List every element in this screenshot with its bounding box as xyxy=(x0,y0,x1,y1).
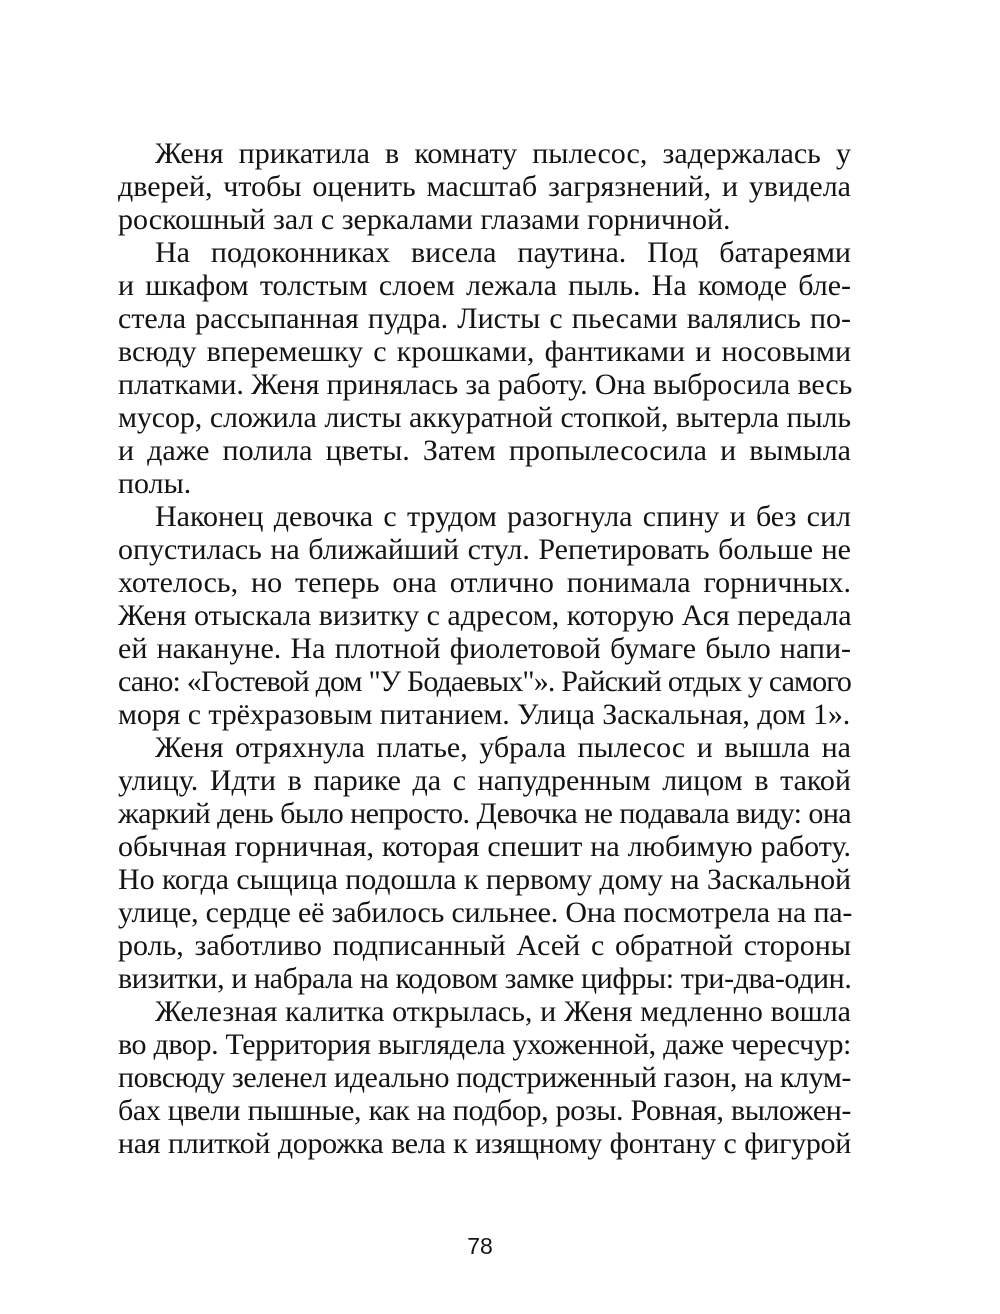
text-line: Женя прикатила в комнату пылесос, задержалась у xyxy=(155,137,851,170)
text-line: во двор. Территория выглядела ухоженной, даже чересчур: xyxy=(118,1028,851,1061)
text-line: дверей, чтобы оценить масштаб загрязнений, и увидела xyxy=(118,170,851,203)
text-line: и даже полила цветы. Затем пропылесосила и вымыла xyxy=(118,434,851,467)
text-line: Наконец девочка с трудом разогнула спину и без сил xyxy=(155,500,851,533)
text-line: Женя отыскала визитку с адресом, которую Ася передала xyxy=(118,599,852,632)
text-line: улице, сердце её забилось сильнее. Она посмотрела на па- xyxy=(118,896,853,929)
text-line: повсюду зеленел идеально подстриженный газон, на клум- xyxy=(118,1061,851,1094)
text-line: моря с трёхразовым питанием. Улица Заскальная, дом 1». xyxy=(118,698,851,731)
text-line: хотелось, но теперь она отлично понимала горничных. xyxy=(118,566,851,599)
text-line: Женя отряхнула платье, убрала пылесос и вышла на xyxy=(155,731,851,764)
text-line: роль, заботливо подписанный Асей с обратной стороны xyxy=(118,929,851,962)
text-line: платками. Женя принялась за работу. Она выбросила весь xyxy=(118,368,853,401)
text-line: визитки, и набрала на кодовом замке цифры: три-два-один. xyxy=(118,962,852,995)
text-line: сано: «Гостевой дом "У Бодаевых"». Райский отдых у самого xyxy=(118,665,851,698)
page-number: 78 xyxy=(467,1233,493,1259)
text-line: Железная калитка открылась, и Женя медленно вошла xyxy=(155,995,851,1028)
text-line: полы. xyxy=(118,467,192,500)
text-line: жаркий день было непросто. Девочка не подавала виду: она xyxy=(118,797,851,830)
text-line: опустилась на ближайший стул. Репетировать больше не xyxy=(118,533,851,566)
text-line: ей накануне. На плотной фиолетовой бумаге было напи- xyxy=(118,632,851,665)
text-line: и шкафом толстым слоем лежала пыль. На комоде бле- xyxy=(118,269,851,302)
text-line: стела рассыпанная пудра. Листы с пьесами валялись по- xyxy=(118,302,851,335)
text-line: На подоконниках висела паутина. Под батареями xyxy=(155,236,851,269)
text-line: всюду вперемешку с крошками, фантиками и носовыми xyxy=(118,335,851,368)
text-line: улицу. Идти в парике да с напудренным лицом в такой xyxy=(118,764,851,797)
text-line: бах цвели пышные, как на подбор, розы. Ровная, выложен- xyxy=(118,1094,851,1127)
text-line: Но когда сыщица подошла к первому дому на Заскальной xyxy=(118,863,851,896)
text-line: роскошный зал с зеркалами глазами горничной. xyxy=(118,203,731,236)
text-line: ная плиткой дорожка вела к изящному фонтану с фигурой xyxy=(118,1127,851,1160)
text-line: обычная горничная, которая спешит на любимую работу. xyxy=(118,830,851,863)
text-line: мусор, сложила листы аккуратной стопкой, вытерла пыль xyxy=(118,401,851,434)
